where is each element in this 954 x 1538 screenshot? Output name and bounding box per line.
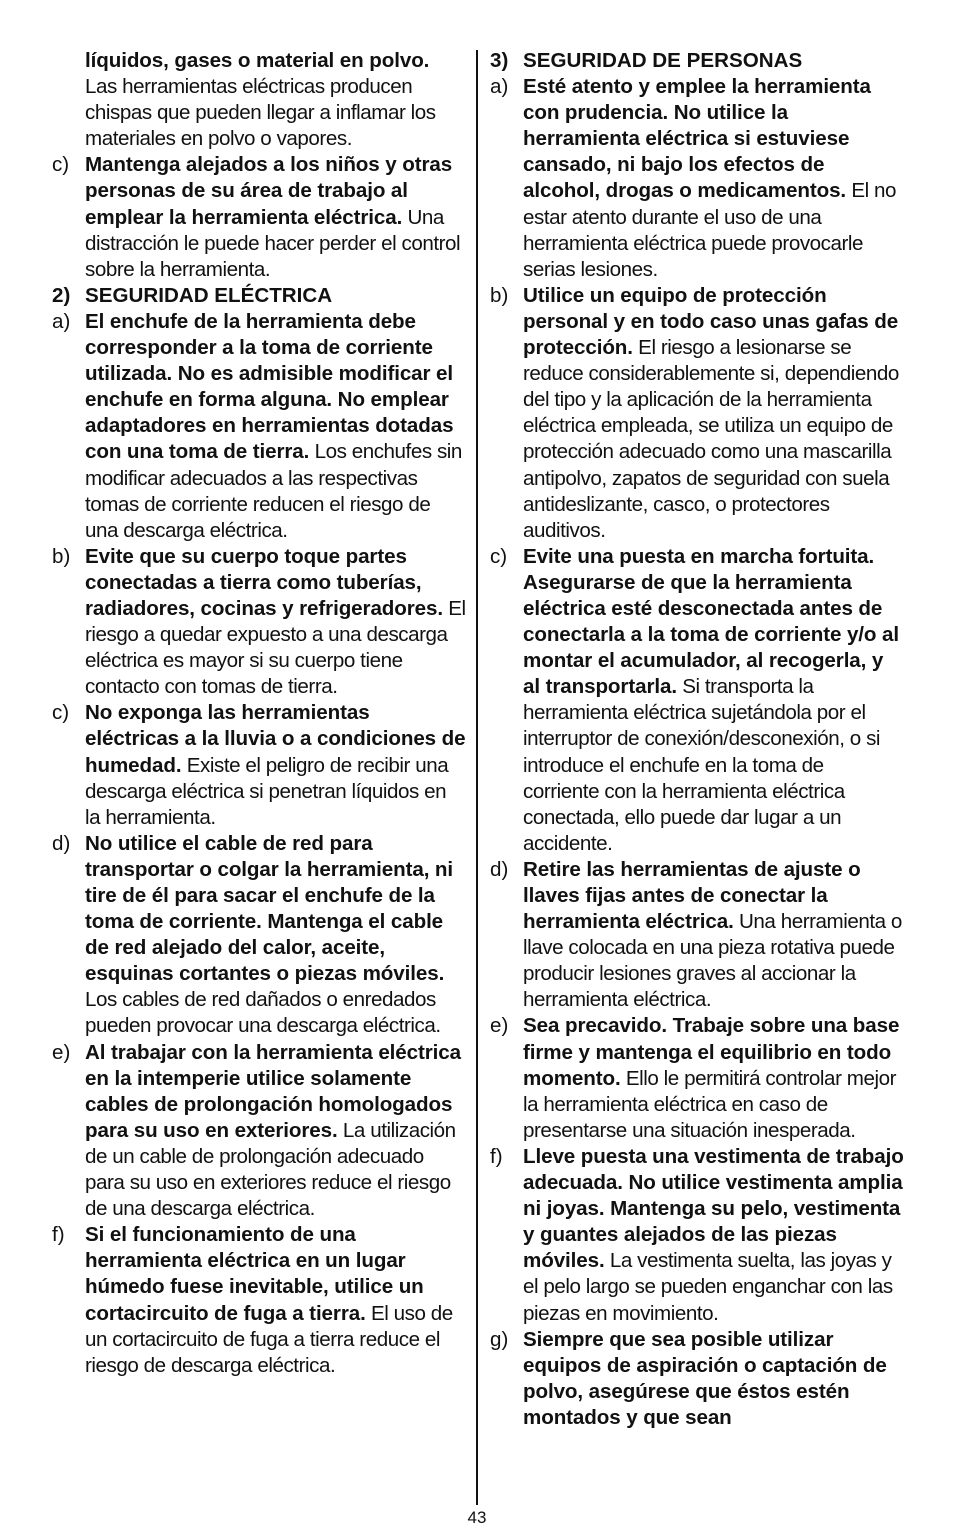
- item-label: a): [490, 75, 509, 99]
- list-item: [52, 544, 466, 701]
- item-label: d): [52, 831, 71, 855]
- item-label: g): [490, 1327, 509, 1351]
- item-normal-text: Si transporta la herramienta eléctrica sujetándola por el interruptor de conexión/desconexión, o si introduce el enchufe en la toma de corriente con la herramienta eléctrica conectada, ello puede dar lugar a un accidente.: [523, 675, 881, 855]
- item-label: c): [52, 153, 70, 177]
- section-number: 3): [490, 49, 509, 72]
- item-normal-text: Los enchufes sin modificar adecuados a las respectivas tomas de corriente reducen el riesgo de una descarga eléctrica.: [85, 440, 462, 542]
- item-normal-text: La utilización de un cable de prolongación adecuado para su uso en exteriores reduce el riesgo de una descarga eléctrica.: [85, 1118, 456, 1221]
- item-label: d): [490, 857, 509, 881]
- item-bold-text: Lleve puesta una vestimenta de trabajo adecuada. No utilice vestimenta amplia ni joyas. Mantenga su pelo, vestimenta y guantes alejados de las piezas móviles.: [523, 1144, 904, 1273]
- list-item: [52, 1222, 466, 1379]
- list-item: [490, 857, 904, 1014]
- column-divider: [476, 50, 478, 1505]
- item-normal-text: La vestimenta suelta, las joyas y el pelo largo se pueden enganchar con las piezas en movimiento.: [523, 1249, 893, 1325]
- item-normal-text: Ello le permitirá controlar mejor la herramienta eléctrica en caso de presentarse una situación inesperada.: [523, 1066, 896, 1142]
- item-normal-text: El riesgo a lesionarse se reduce considerablemente si, dependiendo del tipo y la aplicación de la herramienta eléctrica empleada, se utiliza un equipo de protección adecuado como una mascarilla antipolvo, zapatos de seguridad con suela antideslizante, casco, o protectores auditivos.: [523, 336, 899, 542]
- item-label: e): [490, 1014, 509, 1038]
- item-bold-text: Esté atento y emplee la herramienta con prudencia. No utilice la herramienta eléctrica si estuviese cansado, ni bajo los efectos de alcohol, drogas o medicamentos.: [523, 75, 871, 203]
- item-bold-text: Mantenga alejados a los niños y otras personas de su área de trabajo al emplear la herramienta eléctrica.: [85, 153, 453, 229]
- item-label: c): [52, 701, 70, 725]
- item-bold-text: Sea precavido. Trabaje sobre una base firme y mantenga el equilibrio en todo momento.: [523, 1014, 900, 1090]
- list-item: [490, 74, 904, 283]
- item-bold-text: Evite una puesta en marcha fortuita. Asegurarse de que la herramienta eléctrica esté desconectada antes de conectarla a la toma de corriente y/o al montar el acumulador, al recogerla, y al transportarla.: [523, 544, 899, 699]
- item-label: f): [52, 1223, 65, 1247]
- item-normal-text: Los cables de red dañados o enredados pueden provocar una descarga eléctrica.: [85, 988, 441, 1038]
- section-heading: [490, 48, 904, 74]
- item-bold-text: Al trabajar con la herramienta eléctrica en la intemperie utilice solamente cables de prolongación homologados para su uso en exteriores.: [85, 1040, 462, 1142]
- item-normal-text: El no estar atento durante el uso de una herramienta eléctrica puede provocarle serias lesiones.: [523, 179, 897, 281]
- item-bold-text: Utilice un equipo de protección personal y en todo caso unas gafas de protección.: [523, 283, 899, 360]
- right-column: [490, 48, 904, 1431]
- item-normal-text: Una herramienta o llave colocada en una pieza rotativa puede producir lesiones graves al accionar la herramienta eléctrica.: [523, 910, 902, 1012]
- item-label: a): [52, 309, 71, 333]
- section-heading: [52, 283, 466, 309]
- section-title: SEGURIDAD DE PERSONAS: [523, 49, 803, 72]
- item-label: c): [490, 544, 508, 568]
- list-item: [490, 1144, 904, 1327]
- list-item: [490, 1327, 904, 1431]
- continued-paragraph: [52, 48, 466, 152]
- list-item: [490, 544, 904, 857]
- list-item: [490, 1013, 904, 1143]
- paragraph-normal: Las herramientas eléctricas producen chispas que pueden llegar a inflamar los materiales en polvo o vapores.: [85, 75, 436, 151]
- item-label: b): [490, 283, 509, 307]
- item-normal-text: El uso de un cortacircuito de fuga a tierra reduce el riesgo de descarga eléctrica.: [85, 1301, 453, 1377]
- item-label: f): [490, 1144, 503, 1168]
- item-normal-text: El riesgo a quedar expuesto a una descarga eléctrica es mayor si su cuerpo tiene contacto con tomas de tierra.: [85, 596, 466, 699]
- item-normal-text: Existe el peligro de recibir una descarga eléctrica si penetran líquidos en la herramienta.: [85, 753, 449, 829]
- section-title: SEGURIDAD ELÉCTRICA: [85, 283, 333, 307]
- list-item: [490, 283, 904, 544]
- list-item: [52, 1040, 466, 1223]
- list-item: [52, 831, 466, 1040]
- left-column: [52, 48, 466, 1379]
- list-item: [52, 309, 466, 544]
- item-bold-text: Si el funcionamiento de una herramienta eléctrica en un lugar húmedo fuese inevitable, utilice un cortacircuito de fuga a tierra.: [85, 1223, 424, 1325]
- paragraph-bold: líquidos, gases o material en polvo.: [85, 49, 430, 72]
- item-bold-text: No exponga las herramientas eléctricas a la lluvia o a condiciones de humedad.: [85, 701, 466, 777]
- item-bold-text: Retire las herramientas de ajuste o llaves fijas antes de conectar la herramienta eléctrica.: [523, 857, 861, 934]
- section-number: 2): [52, 283, 71, 307]
- item-label: e): [52, 1040, 71, 1064]
- item-bold-text: El enchufe de la herramienta debe corresponder a la toma de corriente utilizada. No es admisible modificar el enchufe en forma alguna. No emplear adaptadores en herramientas dotadas con una toma de tierra.: [85, 309, 454, 464]
- item-label: b): [52, 544, 71, 568]
- item-bold-text: Evite que su cuerpo toque partes conectadas a tierra como tuberías, radiadores, cocinas y refrigeradores.: [85, 544, 443, 620]
- list-item: [52, 700, 466, 830]
- item-bold-text: Siempre que sea posible utilizar equipos de aspiración o captación de polvo, asegúrese que éstos estén montados y que sean: [523, 1327, 887, 1429]
- page-number: 43: [467, 1508, 487, 1527]
- item-normal-text: Una distracción le puede hacer perder el control sobre la herramienta.: [85, 205, 461, 281]
- item-bold-text: No utilice el cable de red para transportar o colgar la herramienta, ni tire de él para sacar el enchufe de la toma de corriente. Mantenga el cable de red alejado del calor, aceite, esquinas cortantes o piezas móviles.: [85, 831, 454, 986]
- list-item: [52, 152, 466, 282]
